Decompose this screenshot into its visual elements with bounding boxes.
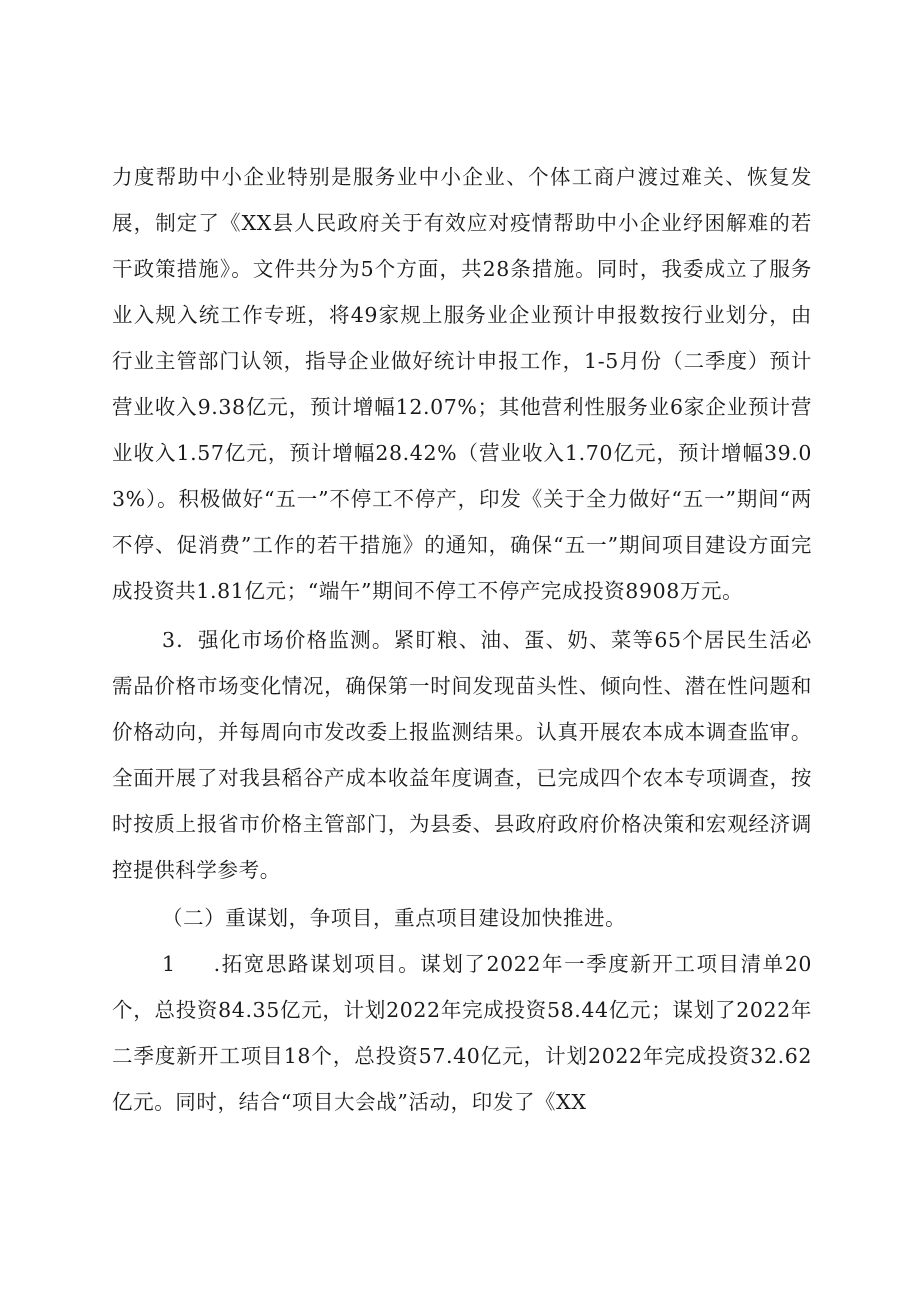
item-number: 1 xyxy=(162,952,176,976)
paragraph-service-industry-support: 力度帮助中小企业特别是服务业中小企业、个体工商户渡过难关、恢复发展，制定了《XX县人民政府关于有效应对疫情帮助中小企业纾困解难的若干政策措施》。文件共分为5个方面，共28条措施。同时，我委成立了服务业入规入统工作专班，将49家规上服务业企业预计申报数按行业划分，由行业主管部门认领，指导企业做好统计申报工作，1-5月份（二季度）预计营业收入9.38亿元，预计增幅12.07%；其他营利性服务业6家企业预计营业收入1.57亿元，预计增幅28.42%（营业收入1.70亿元，预计增幅39.03%）。积极做好“五一”不停工不停产，印发《关于全力做好“五一”期间“两不停、促消费”工作的若干措施》的通知，确保“五一”期间项目建设方面完成投资共1.81亿元；“端午”期间不停工不停产完成投资8908万元。 xyxy=(112,165,812,603)
paragraph-price-monitoring: 3．强化市场价格监测。紧盯粮、油、蛋、奶、菜等65个居民生活必需品价格市场变化情况，确保第一时间发现苗头性、倾向性、潜在性问题和价格动向，并每周向市发改委上报监测结果。认真开展农本成本调查监审。全面开展了对我县稻谷产成本收益年度调查，已完成四个农本专项调查，按时按质上报省市价格主管部门，为县委、县政府政府价格决策和宏观经济调控提供科学参考。 xyxy=(112,628,812,882)
paragraph-project-planning xyxy=(112,941,812,1125)
paragraph-project-planning-text: .拓宽思路谋划项目。谋划了2022年一季度新开工项目清单20个，总投资84.35亿元，计划2022年完成投资58.44亿元；谋划了2022年二季度新开工项目18个，总投资57.40亿元，计划2022年完成投资32.62亿元。同时，结合“项目大会战”活动，印发了《XX xyxy=(112,952,812,1114)
section-heading-project-planning: （二）重谋划，争项目，重点项目建设加快推进。 xyxy=(162,906,627,930)
